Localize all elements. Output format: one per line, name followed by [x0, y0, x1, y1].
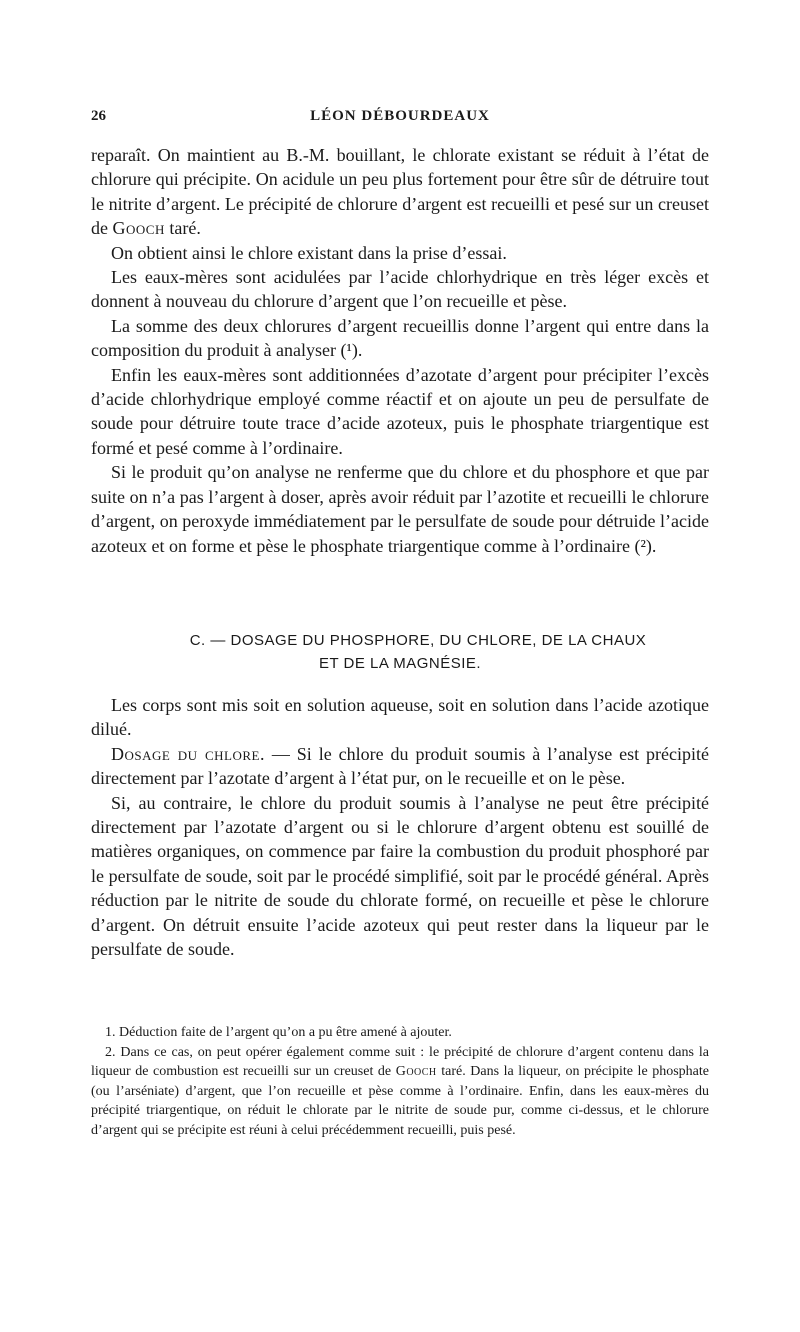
page-number: 26: [91, 108, 106, 124]
footnote-ref-1: (¹).: [340, 340, 363, 361]
heading-line-1: C. — DOSAGE DU PHOSPHORE, DU CHLORE, DE LA CHAUX: [189, 632, 647, 649]
running-head: LÉON DÉBOURDEAUX: [310, 108, 490, 124]
author-name: Gooch: [112, 218, 165, 239]
paragraph: Les corps sont mis soit en solution aqueuse, soit en solution dans l’acide azotique dilué.: [91, 695, 709, 740]
paragraph: Si, au contraire, le chlore du produit soumis à l’analyse ne peut être précipité directement par l’azotate d’argent ou si le chlorure d’argent obtenu est souillé de matières organiques, on commence par faire la combustion du produit phosphoré par le persulfate de soude, soit par le procédé simplifié, soit par le procédé général. Après réduction par le nitrite de soude du chlorate formé, on recueille et pèse le chlorure d’argent. On détruit ensuite l’acide azoteux qui peut rester dans la liqueur par le persulfate de soude.: [91, 792, 709, 960]
paragraph: On obtient ainsi le chlore existant dans la prise d’essai.: [111, 242, 507, 263]
paragraph: Si le produit qu’on analyse ne renferme que du chlore et du phosphore et que par suite on n’a pas l’argent à doser, après avoir réduit par l’azotite et recueilli le chlorure d’argent, on peroxyde immédiatement par le persulfate de soude pour détruide l’acide azoteux et on forme et pèse le phosphate triargentique comme à l’ordinaire (²).: [91, 462, 709, 556]
section-1-text: [91, 143, 709, 558]
subsection-label: Dosage du chlore.: [111, 743, 265, 764]
section-2-text: [91, 693, 709, 961]
footnote-1: 1. Déduction faite de l’argent qu’on a pu être amené à ajouter.: [105, 1025, 452, 1040]
footnote-2: 2. Dans ce cas, on peut opérer également comme suit : le précipité de chlorure d’argent contenu dans la liqueur de combustion est recueilli sur un creuset de Gooch taré. Dans la liqueur, on précipite le phosphate (ou l’arséniate) d’argent, que l’on recueille et pèse comme à l’ordinaire. Enfin, dans les eaux-mères du précipité triargentique, on réduit le chlorate par le nitrite de soude pur, comme ci-dessus, et le chlorure d’argent qui se précipite est réuni à celui précédemment recueilli, puis pesé.: [91, 1044, 709, 1138]
author-name: Gooch: [395, 1064, 437, 1080]
paragraph: Dosage du chlore. — Si le chlore du produit soumis à l’analyse est précipité directement par l’azotate d’argent à l’état pur, on le recueille et on le pèse.: [91, 743, 709, 789]
page-header: [91, 108, 709, 132]
footnote-ref-2: (²).: [634, 535, 657, 556]
footnotes: [91, 1023, 709, 1141]
paragraph: Les eaux-mères sont acidulées par l’acide chlorhydrique en très léger excès et donnent à nouveau du chlorure d’argent que l’on recueille et pèse.: [91, 267, 709, 312]
paragraph: Enfin les eaux-mères sont additionnées d’azotate d’argent pour précipiter l’excès d’acide chlorhydrique employé comme réactif et on ajoute un peu de persulfate de soude pour détruire toute trace d’acide azoteux, puis le phosphate triargentique est formé et pesé comme à l’ordinaire.: [91, 364, 709, 458]
heading-line-2: ET DE LA MAGNÉSIE.: [318, 655, 482, 672]
paragraph: La somme des deux chlorures d’argent recueillis donne l’argent qui entre dans la composition du produit à analyser (¹).: [91, 315, 709, 361]
paragraph: reparaît. On maintient au B.-M. bouillant, le chlorate existant se réduit à l’état de chlorure qui précipite. On acidule un peu plus fortement pour être sûr de détruire tout le nitrite d’argent. Le précipité de chlorure d’argent est recueilli et pesé sur un creuset de Gooch taré.: [91, 145, 709, 239]
section-heading: [91, 629, 709, 675]
